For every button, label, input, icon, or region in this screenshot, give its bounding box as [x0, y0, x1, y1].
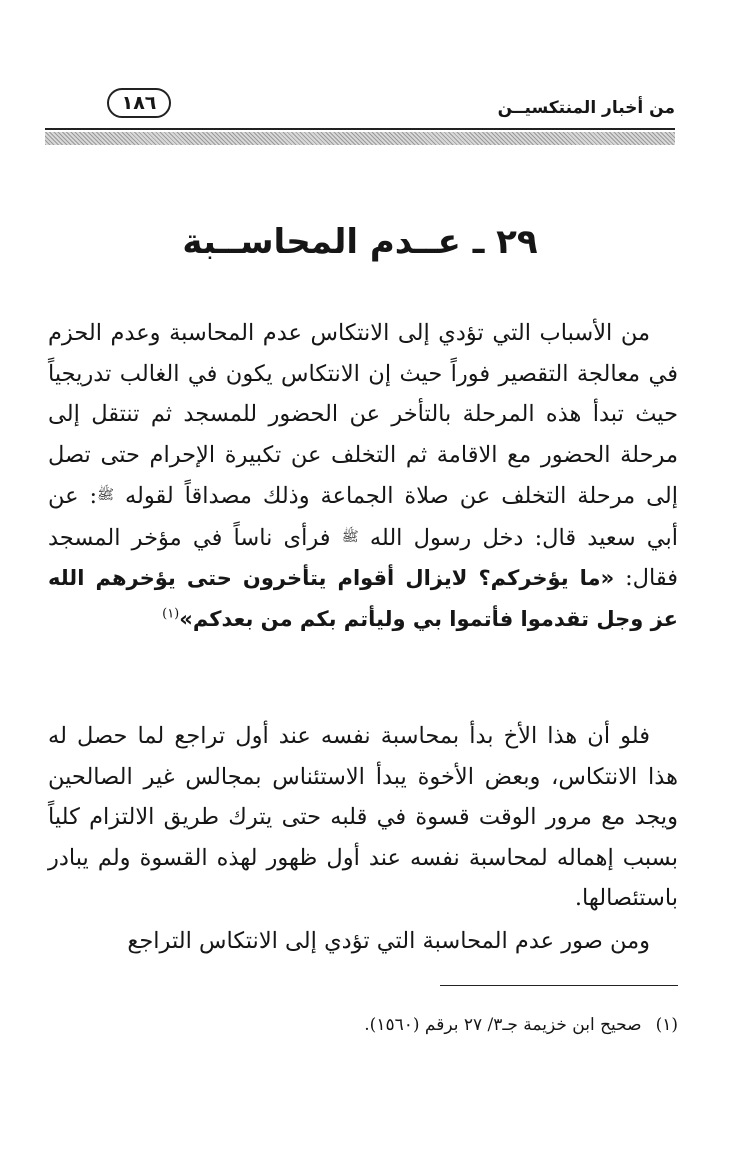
- paragraph-3: ومن صور عدم المحاسبة التي تؤدي إلى الانتكاس التراجع: [127, 928, 650, 954]
- footnote: [48, 1010, 678, 1040]
- paragraph-2: فلو أن هذا الأخ بدأ بمحاسبة نفسه عند أول تراجع لما حصل له هذا الانتكاس، وبعض الأخوة يبدأ الاستئناس بمجالس غير الصالحين ويجد مع مرور الوقت قسوة في قلبه حتى يترك طريق الالتزام كلياً بسبب إهماله لمحاسبة نفسه عند أول ظهور لهذه القسوة ولم يبادر باستئصالها.: [48, 723, 678, 911]
- page-number: ١٨٦: [107, 88, 171, 118]
- running-title: من أخبار المنتكسيــن: [497, 98, 675, 118]
- footnote-separator: [440, 985, 678, 986]
- chapter-title: ٢٩ ـ عــدم المحاســبة: [182, 222, 538, 262]
- salla-symbol: ﷺ: [97, 487, 114, 503]
- header-decorative-band: [45, 132, 675, 145]
- hadith-quote: «ما يؤخركم؟ لايزال أقوام يتأخرون حتى يؤخرهم الله عز وجل تقدموا فأتموا بي وليأتم بكم من بعدكم»: [48, 566, 678, 631]
- salla-symbol: ﷺ: [341, 528, 359, 545]
- paragraph-1-narration-end: فرأى ناساً في مؤخر المسجد فقال:: [48, 524, 679, 591]
- header-rule: [45, 128, 675, 130]
- footnote-marker: (١): [655, 1015, 678, 1035]
- page-header: [45, 88, 675, 128]
- paragraph-1-intro: من الأسباب التي تؤدي إلى الانتكاس عدم المحاسبة وعدم الحزم في معالجة التقصير فوراً حيث إن الانتكاس يكون في الغالب تدريجياً حيث تبدأ هذه المرحلة بالتأخر عن الحضور للمسجد ثم تنتقل إلى مرحلة الحضور مع الاقامة ثم التخلف عن تكبيرة الإحرام حتى تصل إلى مرحلة التخلف عن صلاة الجماعة وذلك مصداقاً لقوله: [48, 320, 678, 509]
- footnote-reference[interactable]: (١): [162, 606, 180, 621]
- footnote-text: صحيح ابن خزيمة جـ٣/ ٢٧ برقم (١٥٦٠).: [364, 1015, 642, 1035]
- paragraph-1-narration: : عن أبي سعيد قال: دخل رسول الله: [48, 483, 679, 551]
- paragraph-1: [48, 313, 678, 639]
